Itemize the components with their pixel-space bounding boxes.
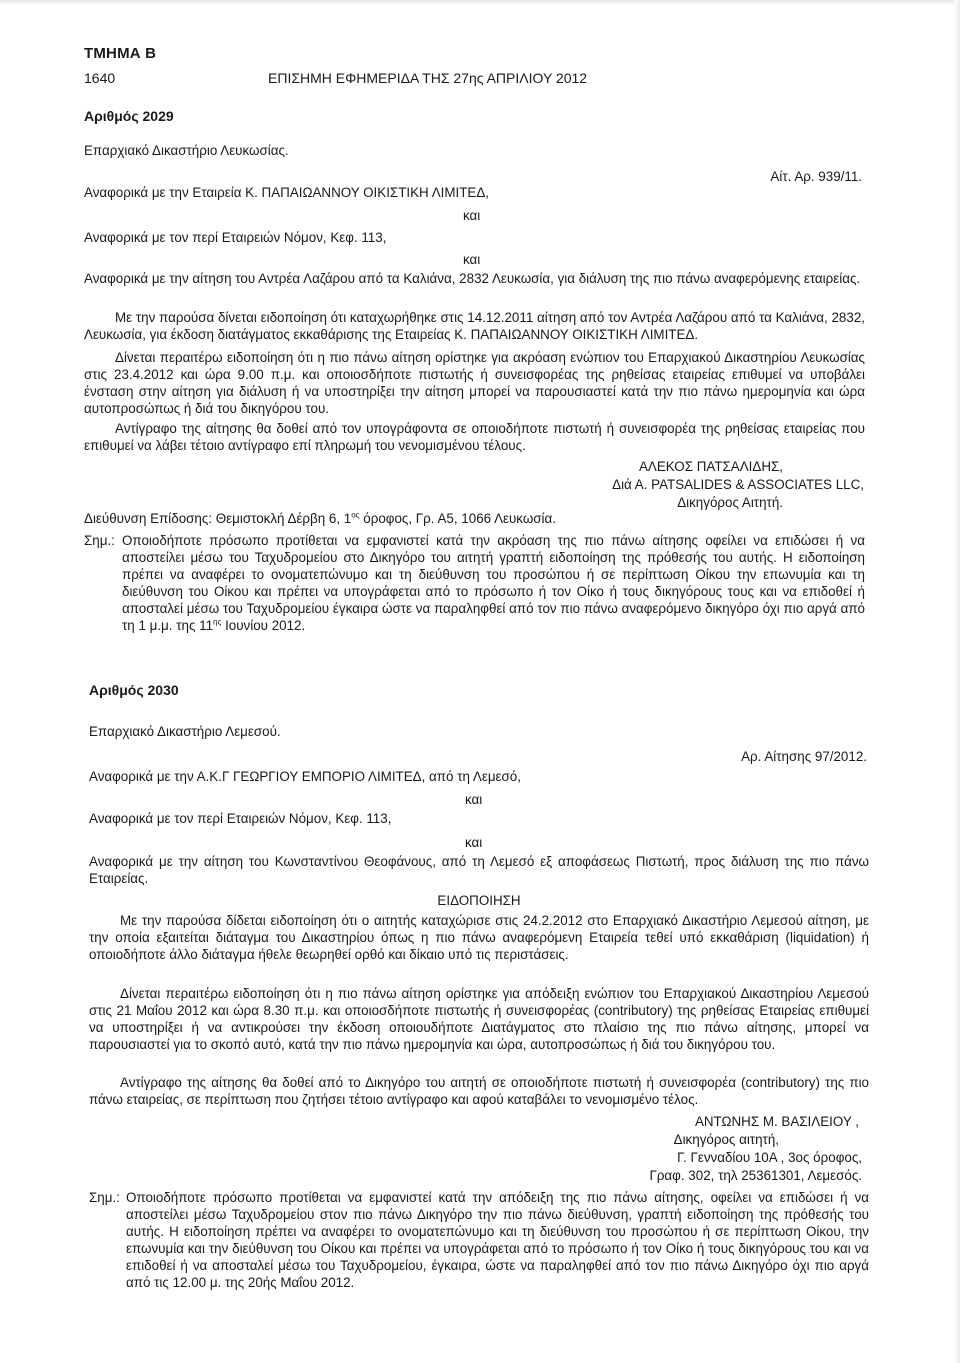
notice-2029-note (84, 532, 865, 634)
notice-2030-paragraph-2: Δίνεται περαιτέρω ειδοποίηση ότι η πιο πάνω αίτηση ορίστηκε για απόδειξη ενώπιον του Επαρχιακού Δικαστηρίου Λεμεσού στις 21 Μαΐου 2012 και ώρα 8.30 π.μ. και οποιοσδήποτε πιστωτής ή συνεισφορέας (contributory) της ρηθείσας Εταιρείας επιθυμεί να υποστηρίξει ή να αντικρούσει την έκδοση οποιουδήποτε Διατάγματος στο πλαίσιο της πιο πάνω αίτησης, μπορεί να παρουσιαστεί για το σκοπό αυτό, κατά την πιο πάνω ημερομηνία και ώρα, αυτοπροσώπως ή διά του δικηγόρου του. (89, 986, 869, 1052)
notice-2029-court: Επαρχιακό Δικαστήριο Λευκωσίας. (84, 143, 289, 158)
notice-2030-ref-number: Αρ. Αίτησης 97/2012. (741, 749, 867, 764)
notice-2030-note-text: Οποιοδήποτε πρόσωπο προτίθεται να εμφανιστεί κατά την απόδειξη της πιο πάνω αίτησης, οφείλει να επιδώσει ή να αποστείλει μέσω Ταχυδρομείου στον πιο πάνω Δικηγόρο την πιο πάνω διεύθυνση, γραπτή ειδοποίηση της πρόθεσής του αυτής. Η ειδοποίηση πρέπει να αναφέρει το ονοματεπώνυμο και τη διεύθυνση του προσώπου ή σε περίπτωση Οίκου, την επωνυμία και την διεύθυνση του Οίκου και πρέπει να υπογράφεται από το πρόσωπο ή τον Οίκο ή τους δικηγόρους του και να επιδοθεί ή να αποσταλεί μέσω του Ταχυδρομείου, έγκαιρα, ώστε να παραληφθεί από τον πιο πάνω Δικηγόρο όχι πιο αργά από τις 12.00 μ. της 20ής Μαΐου 2012. (126, 1190, 869, 1290)
notice-2030-and-1: και (465, 792, 483, 807)
notice-2029-signer-firm: Διά Α. PATSALIDES & ASSOCIATES LLC, (612, 477, 864, 492)
notice-2030-signer-address: Γ. Γενναδίου 10Α , 3ος όροφος, (677, 1150, 862, 1165)
notice-2030-heading: ΕΙΔΟΠΟΙΗΣΗ (437, 893, 521, 908)
notice-2029-note-text: Οποιοδήποτε πρόσωπο προτίθεται να εμφανιστεί κατά την ακρόαση της πιο πάνω αίτησης οφείλει να επιδώσει ή να αποστείλει μέσω του Ταχυδρομείου στο Δικηγόρο του αιτητή γραπτή ειδοποίηση της πρόθεσής του αυτής. Η ειδοποίηση πρέπει να αναφέρει το ονοματεπώνυμο και τη διεύθυνση του προσώπου ή σε περίπτωση Οίκου την επωνυμία και τη διεύθυνση του Οίκου και πρέπει να υπογράφεται από το πρόσωπο ή τον Οίκο ή τους δικηγόρους τους και να επιδοθεί ή αποσταλεί μέσω του Ταχυδρομείου έγκαιρα ώστε να παραληφθεί από τον πιο πάνω αναφερόμενο δικηγόρο όχι πιο αργά από τη 1 μ.μ. της $11^{\eta\varsigma}$ Ιουνίου 2012. (122, 533, 865, 633)
notice-2029-law-line: Αναφορικά με τον περί Εταιρειών Νόμον, Κεφ. 113, (84, 230, 387, 245)
scan-edge-top (0, 0, 960, 5)
notice-2030-signer-name: ΑΝΤΩΝΗΣ Μ. ΒΑΣΙΛΕΙΟΥ , (694, 1114, 859, 1129)
section-label: ΤΜΗΜΑ Β (84, 45, 157, 62)
notice-2029-paragraph-1: Με την παρούσα δίνεται ειδοποίηση ότι καταχωρήθηκε στις 14.12.2011 αίτηση από τον Αντρέα Λαζάρου από τα Καλιάνα, 2832, Λευκωσία, για έκδοση διατάγματος εκκαθάρισης της Εταιρείας Κ. ΠΑΠΑΙΩΑΝΝΟΥ ΟΙΚΙΣΤΙΚΗ ΛΙΜΙΤΕΔ. (84, 310, 865, 342)
notice-2030-paragraph-3: Αντίγραφο της αίτησης θα δοθεί από το Δικηγόρο του αιτητή σε οποιοδήποτε πιστωτή ή συνεισφορέα (contributory) της πιο πάνω εταιρείας, σε περίπτωση που ζητήσει τέτοιο αντίγραφο και αφού καταβάλει το νενομισμένο τέλος. (89, 1075, 869, 1107)
notice-2029-application-line: Αναφορικά με την αίτηση του Αντρέα Λαζάρου από τα Καλιάνα, 2832 Λευκωσία, για διάλυση της πιο πάνω αναφερόμενης εταιρείας. (84, 271, 861, 286)
notice-2030-title: Αριθμός 2030 (89, 682, 179, 698)
notice-2029-company-line: Αναφορικά με την Εταιρεία Κ. ΠΑΠΑΙΩΑΝΝΟΥ ΟΙΚΙΣΤΙΚΗ ΛΙΜΙΤΕΔ, (84, 185, 490, 200)
notice-2029-and-2: και (463, 252, 481, 267)
notice-2030-signer-office: Γραφ. 302, τηλ 25361301, Λεμεσός. (649, 1168, 862, 1183)
notice-2030-note (89, 1189, 869, 1291)
notice-2029-signer-role: Δικηγόρος Αιτητή. (677, 495, 783, 510)
notice-2029-and-1: και (463, 208, 481, 223)
notice-2029-ref-number: Αίτ. Αρ. 939/11. (770, 169, 862, 184)
notice-2029-title: Αριθμός 2029 (84, 108, 174, 124)
notice-2029-service-address: Διεύθυνση Επίδοσης: Θεμιστοκλή Δέρβη 6, $1^{o\varsigma}$ όροφος, Γρ. Α5, 1066 Λευκωσία. (84, 510, 556, 526)
notice-2030-and-2: και (465, 835, 483, 850)
notice-2030-application-line: Αναφορικά με την αίτηση του Κωνσταντίνου Θεοφάνους, από τη Λεμεσό εξ αποφάσεως Πιστωτή, προς διάλυση της πιο πάνω Εταιρείας. (89, 854, 869, 886)
notice-2029-paragraph-3: Αντίγραφο της αίτησης θα δοθεί από τον υπογράφοντα σε οποιοδήποτε πιστωτή ή συνεισφορέα της ρηθείσας εταιρείας που επιθυμεί να λάβει τέτοιο αντίγραφο επί πληρωμή του νενομισμένου τέλους. (84, 421, 865, 453)
page-number: 1640 (84, 70, 116, 86)
notice-2029-paragraph-2: Δίνεται περαιτέρω ειδοποίηση ότι η πιο πάνω αίτηση ορίστηκε για ακρόαση ενώπιον του Επαρχιακού Δικαστηρίου Λευκωσίας στις 23.4.2012 και ώρα 9.00 π.μ. και οποιοσδήποτε πιστωτής ή συνεισφορέας της ρηθείσας εταιρείας επιθυμεί να υποβάλει ένσταση στην αίτηση για διάλυση ή να υποστηρίξει την αίτηση μπορεί να παρουσιαστεί κατά την πιο πάνω ημερομηνία και ώρα αυτοπροσώπως ή διά του δικηγόρου του. (84, 350, 865, 416)
notice-2030-paragraph-1: Με την παρούσα δίδεται ειδοποίηση ότι ο αιτητής καταχώρισε στις 24.2.2012 στο Επαρχιακό Δικαστήριο Λεμεσού αίτηση, με την οποία εξαιτείται διάταγμα του Δικαστηρίου όπως η πιο πάνω αναφερόμενη Εταιρεία τεθεί υπό εκκαθάριση (liquidation) ή οποιοδήποτε άλλο διάταγμα ήθελε θεωρηθεί ορθό και δίκαιο υπό τις περιστάσεις. (89, 913, 869, 962)
notice-2030-note-label: Σημ.: (89, 1190, 120, 1205)
notice-2030-company-line: Αναφορικά με την Α.Κ.Γ ΓΕΩΡΓΙΟΥ ΕΜΠΟΡΙΟ ΛΙΜΙΤΕΔ, από τη Λεμεσό, (89, 769, 521, 784)
notice-2029-signer-name: ΑΛΕΚΟΣ ΠΑΤΣΑΛΙΔΗΣ, (638, 459, 783, 474)
scan-edge-right (954, 0, 960, 1363)
notice-2030-law-line: Αναφορικά με τον περί Εταιρειών Νόμον, Κεφ. 113, (89, 811, 392, 826)
gazette-date-line: ΕΠΙΣΗΜΗ ΕΦΗΜΕΡΙΔΑ ΤΗΣ 27ης ΑΠΡΙΛΙΟΥ 2012 (268, 70, 588, 86)
notice-2029-note-label: Σημ.: (84, 533, 115, 548)
notice-2030-court: Επαρχιακό Δικαστήριο Λεμεσού. (89, 724, 281, 739)
notice-2030-signer-role: Δικηγόρος αιτητή, (673, 1132, 779, 1147)
